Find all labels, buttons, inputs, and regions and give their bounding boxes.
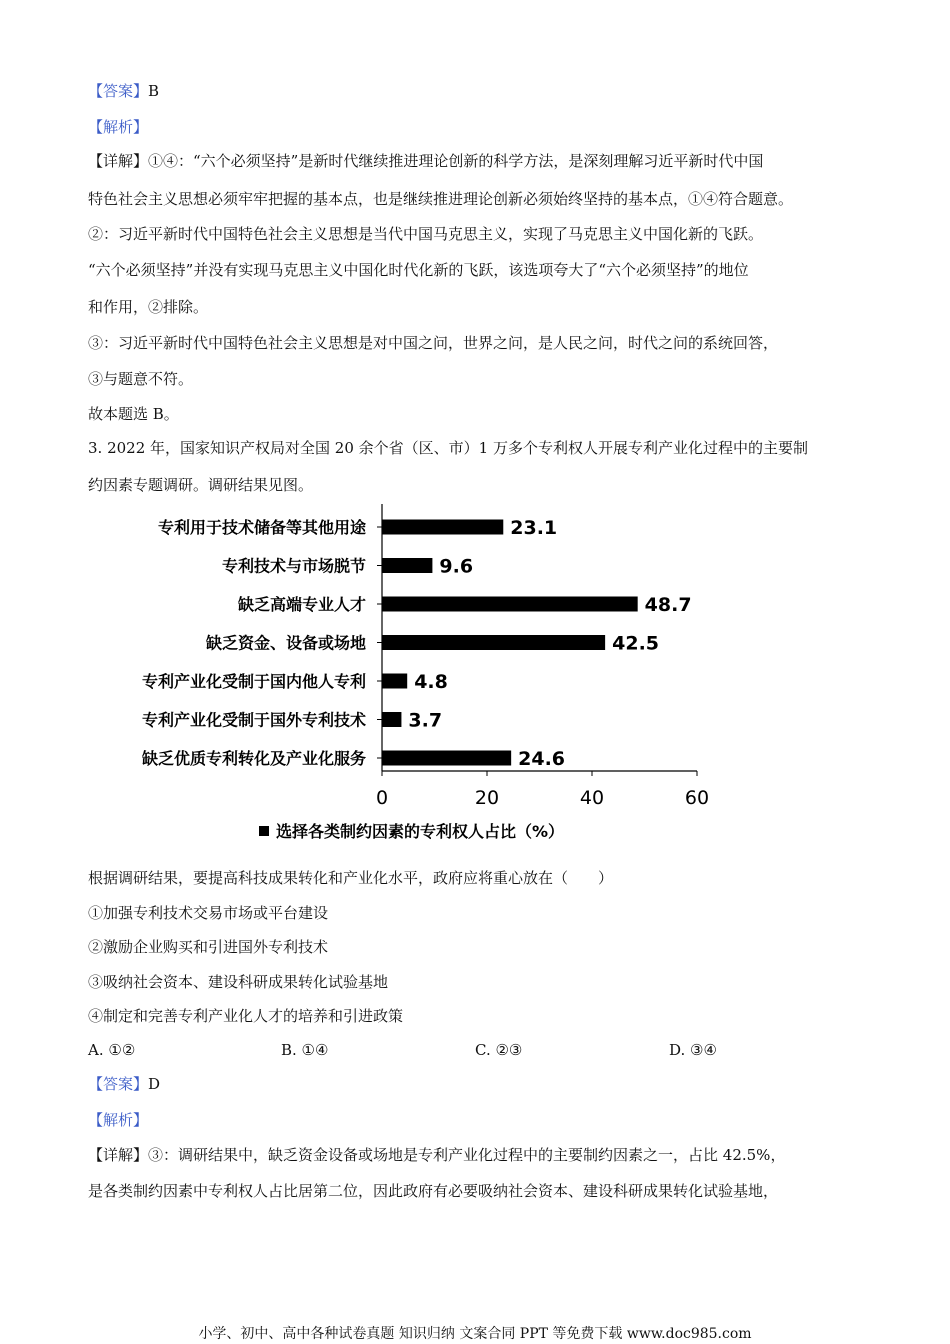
statement-item: ③吸纳社会资本、建设科研成果转化试验基地 <box>88 973 389 991</box>
answer-value: D <box>148 1075 161 1093</box>
detail-text: 和作用，②排除。 <box>88 298 209 316</box>
bar-value-label: 23.1 <box>510 517 558 539</box>
category-label: 缺乏优质专利转化及产业化服务 <box>141 749 366 768</box>
page-footer: 小学、初中、高中各种试卷真题 知识归纳 文案合同 PPT 等免费下载 www.doc985.com <box>198 1326 752 1342</box>
choice-c: C. ②③ <box>475 1041 523 1059</box>
question-stem: 约因素专题调研。调研结果见图。 <box>88 476 314 494</box>
bar-value-label: 42.5 <box>612 632 660 655</box>
detail-text: ③与题意不符。 <box>88 370 194 388</box>
legend-label: 选择各类制约因素的专利权人占比（%） <box>276 822 565 841</box>
bar <box>382 751 511 766</box>
answer-tag: 【答案】 <box>88 82 149 100</box>
bar <box>382 674 407 689</box>
statement-item: ④制定和完善专利产业化人才的培养和引进政策 <box>88 1007 404 1025</box>
category-label: 专利用于技术储备等其他用途 <box>157 518 366 537</box>
analysis-tag: 【解析】 <box>88 1111 149 1129</box>
statement-item: ①加强专利技术交易市场或平台建设 <box>88 904 329 922</box>
category-label: 缺乏高端专业人才 <box>237 595 366 614</box>
answer-tag: 【答案】 <box>88 1075 149 1093</box>
bar-value-label: 4.8 <box>414 671 448 693</box>
answer-line <box>88 1074 160 1094</box>
bar <box>382 597 638 612</box>
x-tick-label: 40 <box>579 787 605 809</box>
bar-value-label: 48.7 <box>644 594 692 616</box>
detail-text: ③：习近平新时代中国特色社会主义思想是对中国之问，世界之问，是人民之问，时代之问的系统回答， <box>88 334 779 352</box>
question-stem: 3. 2022 年，国家知识产权局对全国 20 余个省（区、市）1 万多个专利权人开展专利产业化过程中的主要制 <box>88 439 808 457</box>
detail-text: “六个必须坚持”并没有实现马克思主义中国化时代化新的飞跃，该选项夸大了“六个必须坚持”的地位 <box>88 261 749 279</box>
bar-value-label: 9.6 <box>439 555 474 578</box>
x-tick-label: 20 <box>474 787 500 809</box>
detail-tag: 【详解】 <box>88 1146 149 1164</box>
statement-item: ②激励企业购买和引进国外专利技术 <box>88 938 329 956</box>
legend-swatch <box>259 826 269 836</box>
detail-line <box>88 151 763 171</box>
x-tick-label: 0 <box>375 787 389 809</box>
category-label: 专利技术与市场脱节 <box>221 556 366 576</box>
bar-value-label: 24.6 <box>518 748 566 770</box>
category-label: 专利产业化受制于国外专利技术 <box>141 710 366 730</box>
bar <box>382 520 503 535</box>
answer-value: B <box>148 82 160 100</box>
bar <box>382 635 605 650</box>
choice-b: B. ①④ <box>281 1041 329 1059</box>
detail-text: ①④：“六个必须坚持”是新时代继续推进理论创新的科学方法，是深刻理解习近平新时代中国 <box>148 152 764 170</box>
choice-a: A. ①② <box>88 1041 136 1059</box>
bar-chart <box>0 500 950 845</box>
x-tick-label: 60 <box>684 787 710 809</box>
bar-value-label: 3.7 <box>408 709 443 732</box>
choice-d: D. ③④ <box>669 1041 717 1059</box>
detail-text: 特色社会主义思想必须牢牢把握的基本点，也是继续推进理论创新必须始终坚持的基本点，①④符合题意。 <box>88 190 794 208</box>
detail-tag: 【详解】 <box>88 152 149 170</box>
conclusion-text: 故本题选 B。 <box>88 405 179 423</box>
category-label: 专利产业化受制于国内他人专利 <box>141 672 366 691</box>
analysis-tag: 【解析】 <box>88 118 149 136</box>
category-label: 缺乏资金、设备或场地 <box>205 633 366 653</box>
detail-text: ②：习近平新时代中国特色社会主义思想是当代中国马克思主义，实现了马克思主义中国化新的飞跃。 <box>88 225 764 243</box>
detail-text: ③：调研结果中，缺乏资金设备或场地是专利产业化过程中的主要制约因素之一，占比 42.5%， <box>148 1146 786 1164</box>
detail-line <box>88 1145 785 1165</box>
detail-text: 是各类制约因素中专利权人占比居第二位，因此政府有必要吸纳社会资本、建设科研成果转化试验基地， <box>88 1182 779 1200</box>
answer-line <box>88 81 159 101</box>
question-prompt: 根据调研结果，要提高科技成果转化和产业化水平，政府应将重心放在（ ） <box>88 869 614 887</box>
bar <box>382 558 432 573</box>
bar <box>382 712 401 727</box>
